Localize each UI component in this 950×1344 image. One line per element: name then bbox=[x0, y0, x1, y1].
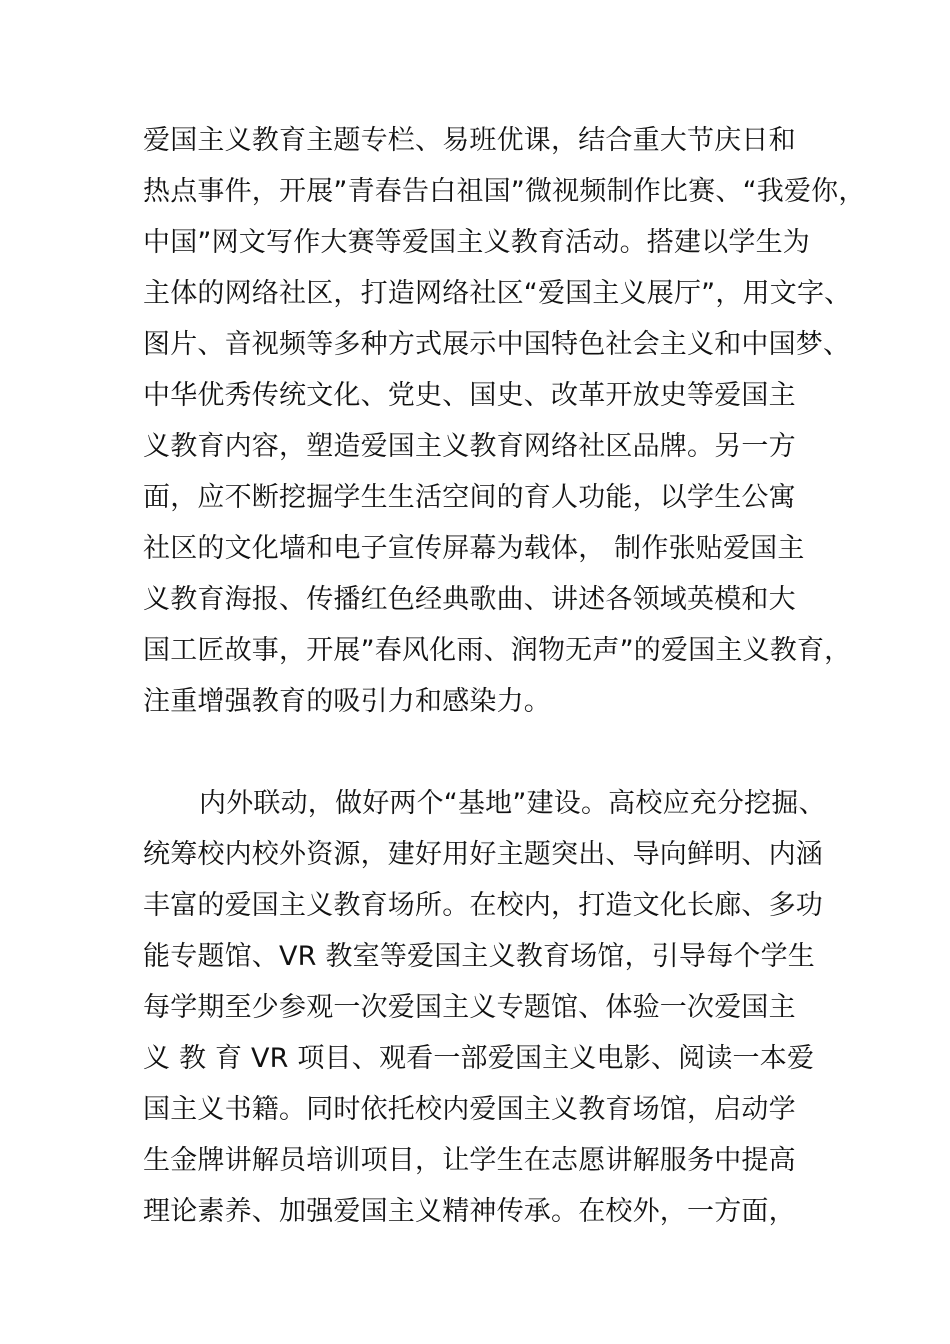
text-line: 热点事件，开展”青春告白祖国”微视频制作比赛、“我爱你， bbox=[143, 176, 866, 207]
text-line: 义教育海报、传播红色经典歌曲、讲述各领域英模和大 bbox=[143, 584, 796, 615]
text-line: 社区的文化墙和电子宣传屏幕为载体， 制作张贴爱国主 bbox=[143, 533, 805, 564]
text-line: 面，应不断挖掘学生生活空间的育人功能，以学生公寓 bbox=[143, 482, 796, 513]
text-line: 义 教 育 VR 项目、观看一部爱国主义电影、阅读一本爱 bbox=[143, 1043, 815, 1074]
text-line: 丰富的爱国主义教育场所。在校内，打造文化长廊、多功 bbox=[143, 890, 823, 921]
text-line: 国主义书籍。同时依托校内爱国主义教育场馆，启动学 bbox=[143, 1094, 796, 1125]
text-line: 主体的网络社区，打造网络社区“爱国主义展厅”，用文字、 bbox=[143, 278, 852, 309]
text-line: 内外联动，做好两个“基地”建设。高校应充分挖掘、 bbox=[199, 788, 826, 819]
text-line: 图片、音视频等多种方式展示中国特色社会主义和中国梦、 bbox=[143, 329, 851, 360]
text-line: 国工匠故事，开展”春风化雨、润物无声”的爱国主义教育， bbox=[143, 635, 852, 666]
text-line: 注重增强教育的吸引力和感染力。 bbox=[143, 686, 551, 717]
text-line: 生金牌讲解员培训项目，让学生在志愿讲解服务中提高 bbox=[143, 1145, 796, 1176]
text-line: 爱国主义教育主题专栏、易班优课，结合重大节庆日和 bbox=[143, 125, 796, 156]
text-line: 能专题馆、VR 教室等爱国主义教育场馆，引导每个学生 bbox=[143, 941, 816, 972]
text-line: 中华优秀传统文化、党史、国史、改革开放史等爱国主 bbox=[143, 380, 796, 411]
text-line: 义教育内容，塑造爱国主义教育网络社区品牌。另一方 bbox=[143, 431, 796, 462]
text-line: 中国”网文写作大赛等爱国主义教育活动。搭建以学生为 bbox=[143, 227, 810, 258]
text-line: 统筹校内校外资源，建好用好主题突出、导向鲜明、内涵 bbox=[143, 839, 823, 870]
text-line: 理论素养、加强爱国主义精神传承。在校外，一方面， bbox=[143, 1196, 796, 1227]
text-line: 每学期至少参观一次爱国主义专题馆、体验一次爱国主 bbox=[143, 992, 796, 1023]
